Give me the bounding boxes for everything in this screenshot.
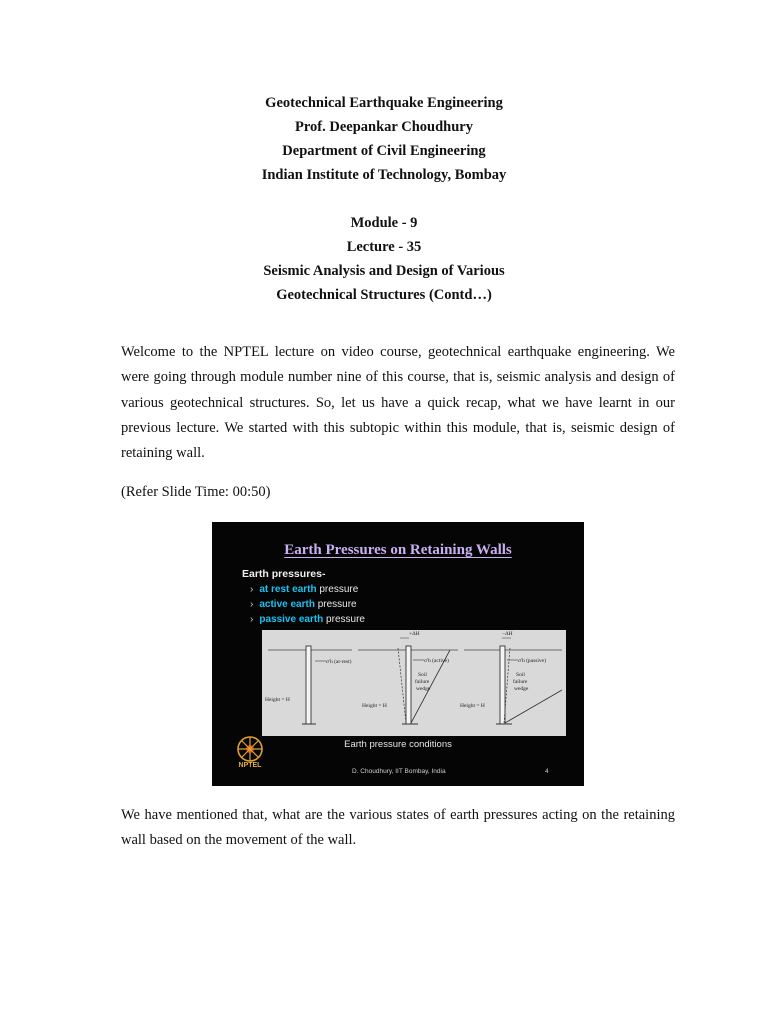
topic-line-1: Seismic Analysis and Design of Various <box>263 263 505 279</box>
slide-caption: Earth pressure conditions <box>344 739 452 750</box>
wedge2-line1: Soil <box>516 672 525 678</box>
bullet-highlight: active earth <box>259 599 315 610</box>
label-p-rest: σ'h (at-rest) <box>326 659 352 665</box>
at-rest-panel <box>265 646 352 724</box>
label-move-left: +ΔH <box>409 631 420 637</box>
chevron-right-icon: › <box>250 614 254 625</box>
label-height-1: Height = H <box>265 697 290 703</box>
slide-title: Earth Pressures on Retaining Walls <box>284 542 512 558</box>
nptel-logo-text: NPTEL <box>238 762 262 769</box>
wedge2-line2: failure <box>513 679 528 685</box>
earth-pressure-diagram <box>262 630 566 736</box>
label-height-3: Height = H <box>460 703 485 709</box>
document-header <box>0 91 768 187</box>
lecture-header <box>0 211 768 307</box>
active-panel <box>358 631 458 724</box>
bullet-at-rest <box>250 584 358 595</box>
label-p-passive: σ'h (passive) <box>518 658 546 664</box>
nptel-logo-icon <box>232 732 268 778</box>
slide-page-number: 4 <box>545 768 549 775</box>
wedge1-line1: Soil <box>418 672 427 678</box>
wedge1-line2: failure <box>415 679 430 685</box>
wedge2-line3: wedge <box>514 686 529 692</box>
bullet-highlight: at rest earth <box>259 584 317 595</box>
lecture-number: Lecture - 35 <box>346 239 422 255</box>
wedge1-line3: wedge <box>416 686 431 692</box>
bullet-active <box>250 599 357 610</box>
bullet-passive <box>250 614 365 625</box>
bullet-text: pressure <box>323 614 365 625</box>
label-move-right: −ΔH <box>502 631 513 637</box>
module-number: Module - 9 <box>350 215 418 231</box>
institute-name: Indian Institute of Technology, Bombay <box>261 167 507 183</box>
bullet-text: pressure <box>314 599 357 610</box>
chevron-right-icon: › <box>250 599 254 610</box>
intro-paragraph: Welcome to the NPTEL lecture on video course, geotechnical earthquake engineering. We were going through module number nine of this course, that is, seismic analysis and design of various geotechnical structures. So, let us have a quick recap, what we have learnt in our previous lecture. We started with this subtopic within this module, that is, seismic design of retaining wall. <box>121 344 675 462</box>
course-title: Geotechnical Earthquake Engineering <box>265 95 503 111</box>
slide-footer: D. Choudhury, IIT Bombay, India <box>352 768 446 775</box>
bullet-highlight: passive earth <box>259 614 324 625</box>
after-slide-paragraph: We have mentioned that, what are the various states of earth pressures acting on the retaining wall based on the movement of the wall. <box>121 807 675 849</box>
label-p-active: σ'h (active) <box>424 658 449 664</box>
passive-panel <box>460 631 562 724</box>
label-height-2: Height = H <box>362 703 387 709</box>
lecture-slide <box>212 522 584 786</box>
professor-name: Prof. Deepankar Choudhury <box>295 119 473 135</box>
slide-reference: (Refer Slide Time: 00:50) <box>121 484 271 500</box>
slide-subtitle: Earth pressures- <box>242 568 326 580</box>
department-name: Department of Civil Engineering <box>282 143 486 159</box>
bullet-text: pressure <box>316 584 359 595</box>
topic-line-2: Geotechnical Structures (Contd…) <box>276 287 492 303</box>
chevron-right-icon: › <box>250 584 254 595</box>
